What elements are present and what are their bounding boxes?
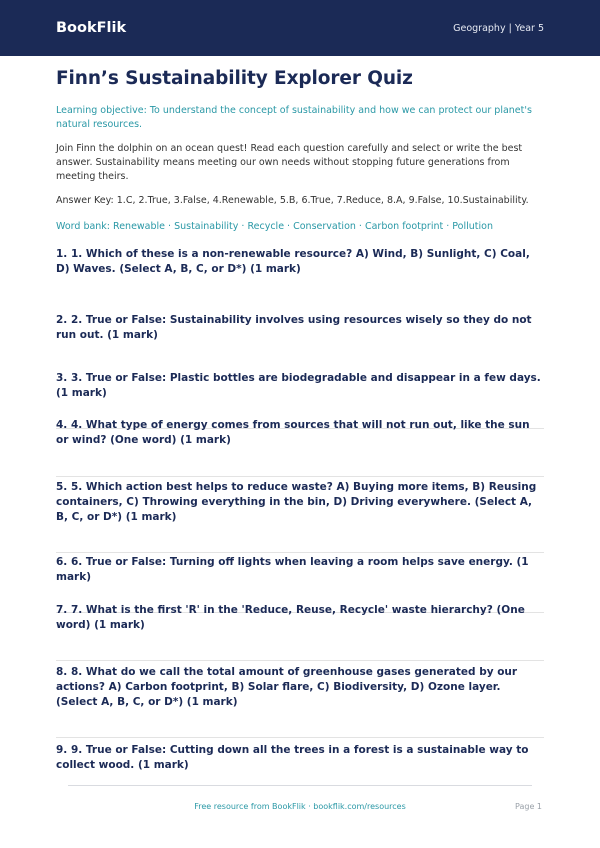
intro-text: Join Finn the dolphin on an ocean quest! Read each question carefully and select or write the best answer. Sustainability means meeting our own needs without stopping future generations from meeting theirs. <box>56 143 523 182</box>
question-4 <box>56 418 544 480</box>
page-header <box>0 0 600 56</box>
question-8 <box>56 665 544 743</box>
footer-divider <box>68 785 532 786</box>
question-1 <box>56 247 544 313</box>
worksheet-content <box>0 56 600 779</box>
question-text: 7. 7. What is the first 'R' in the 'Reduce, Reuse, Recycle' waste hierarchy? (One word) (1 mark) <box>56 604 525 631</box>
answer-line[interactable] <box>56 552 544 553</box>
question-text: 8. 8. What do we call the total amount of greenhouse gases generated by our actions? A) Carbon footprint, B) Solar flare, C) Biodiversity, D) Ozone layer. (Select A, B, C, or D*) (1 mark) <box>56 666 518 708</box>
footer-link[interactable]: Free resource from BookFlik · bookflik.com/resources <box>194 802 406 811</box>
question-5 <box>56 480 544 555</box>
page-number: Page 1 <box>515 802 542 811</box>
answer-line[interactable] <box>56 737 544 738</box>
question-text: 9. 9. True or False: Cutting down all the trees in a forest is a sustainable way to collect wood. (1 mark) <box>56 744 529 771</box>
question-6 <box>56 555 544 603</box>
subject-label: Geography | Year 5 <box>453 22 544 34</box>
answer-line[interactable] <box>56 476 544 477</box>
question-text: 5. 5. Which action best helps to reduce waste? A) Buying more items, B) Reusing containers, C) Throwing everything in the bin, D) Driving everywhere. (Select A, B, C, or D*) (1 mark) <box>56 481 537 523</box>
question-text: 2. 2. True or False: Sustainability involves using resources wisely so they do not run out. (1 mark) <box>56 314 532 341</box>
question-3 <box>56 371 544 418</box>
question-text: 4. 4. What type of energy comes from sources that will not run out, like the sun or wind? (One word) (1 mark) <box>56 419 530 446</box>
word-bank: Word bank: Renewable · Sustainability · Recycle · Conservation · Carbon footprint · Pollution <box>56 221 493 232</box>
question-text: 6. 6. True or False: Turning off lights when leaving a room helps save energy. (1 mark) <box>56 556 529 583</box>
question-text: 3. 3. True or False: Plastic bottles are biodegradable and disappear in a few days. (1 mark) <box>56 372 541 399</box>
page-title: Finn’s Sustainability Explorer Quiz <box>56 68 413 89</box>
question-2 <box>56 313 544 371</box>
answer-line[interactable] <box>56 660 544 661</box>
brand-logo: BookFlik <box>56 20 127 36</box>
learning-objective: Learning objective: To understand the concept of sustainability and how we can protect our planet's natural resources. <box>56 105 532 130</box>
question-7 <box>56 603 544 665</box>
question-9 <box>56 743 544 779</box>
question-text: 1. 1. Which of these is a non-renewable resource? A) Wind, B) Sunlight, C) Coal, D) Waves. (Select A, B, C, or D*) (1 mark) <box>56 248 530 275</box>
answer-key: Answer Key: 1.C, 2.True, 3.False, 4.Renewable, 5.B, 6.True, 7.Reduce, 8.A, 9.False, 10.Sustainability. <box>56 195 529 206</box>
